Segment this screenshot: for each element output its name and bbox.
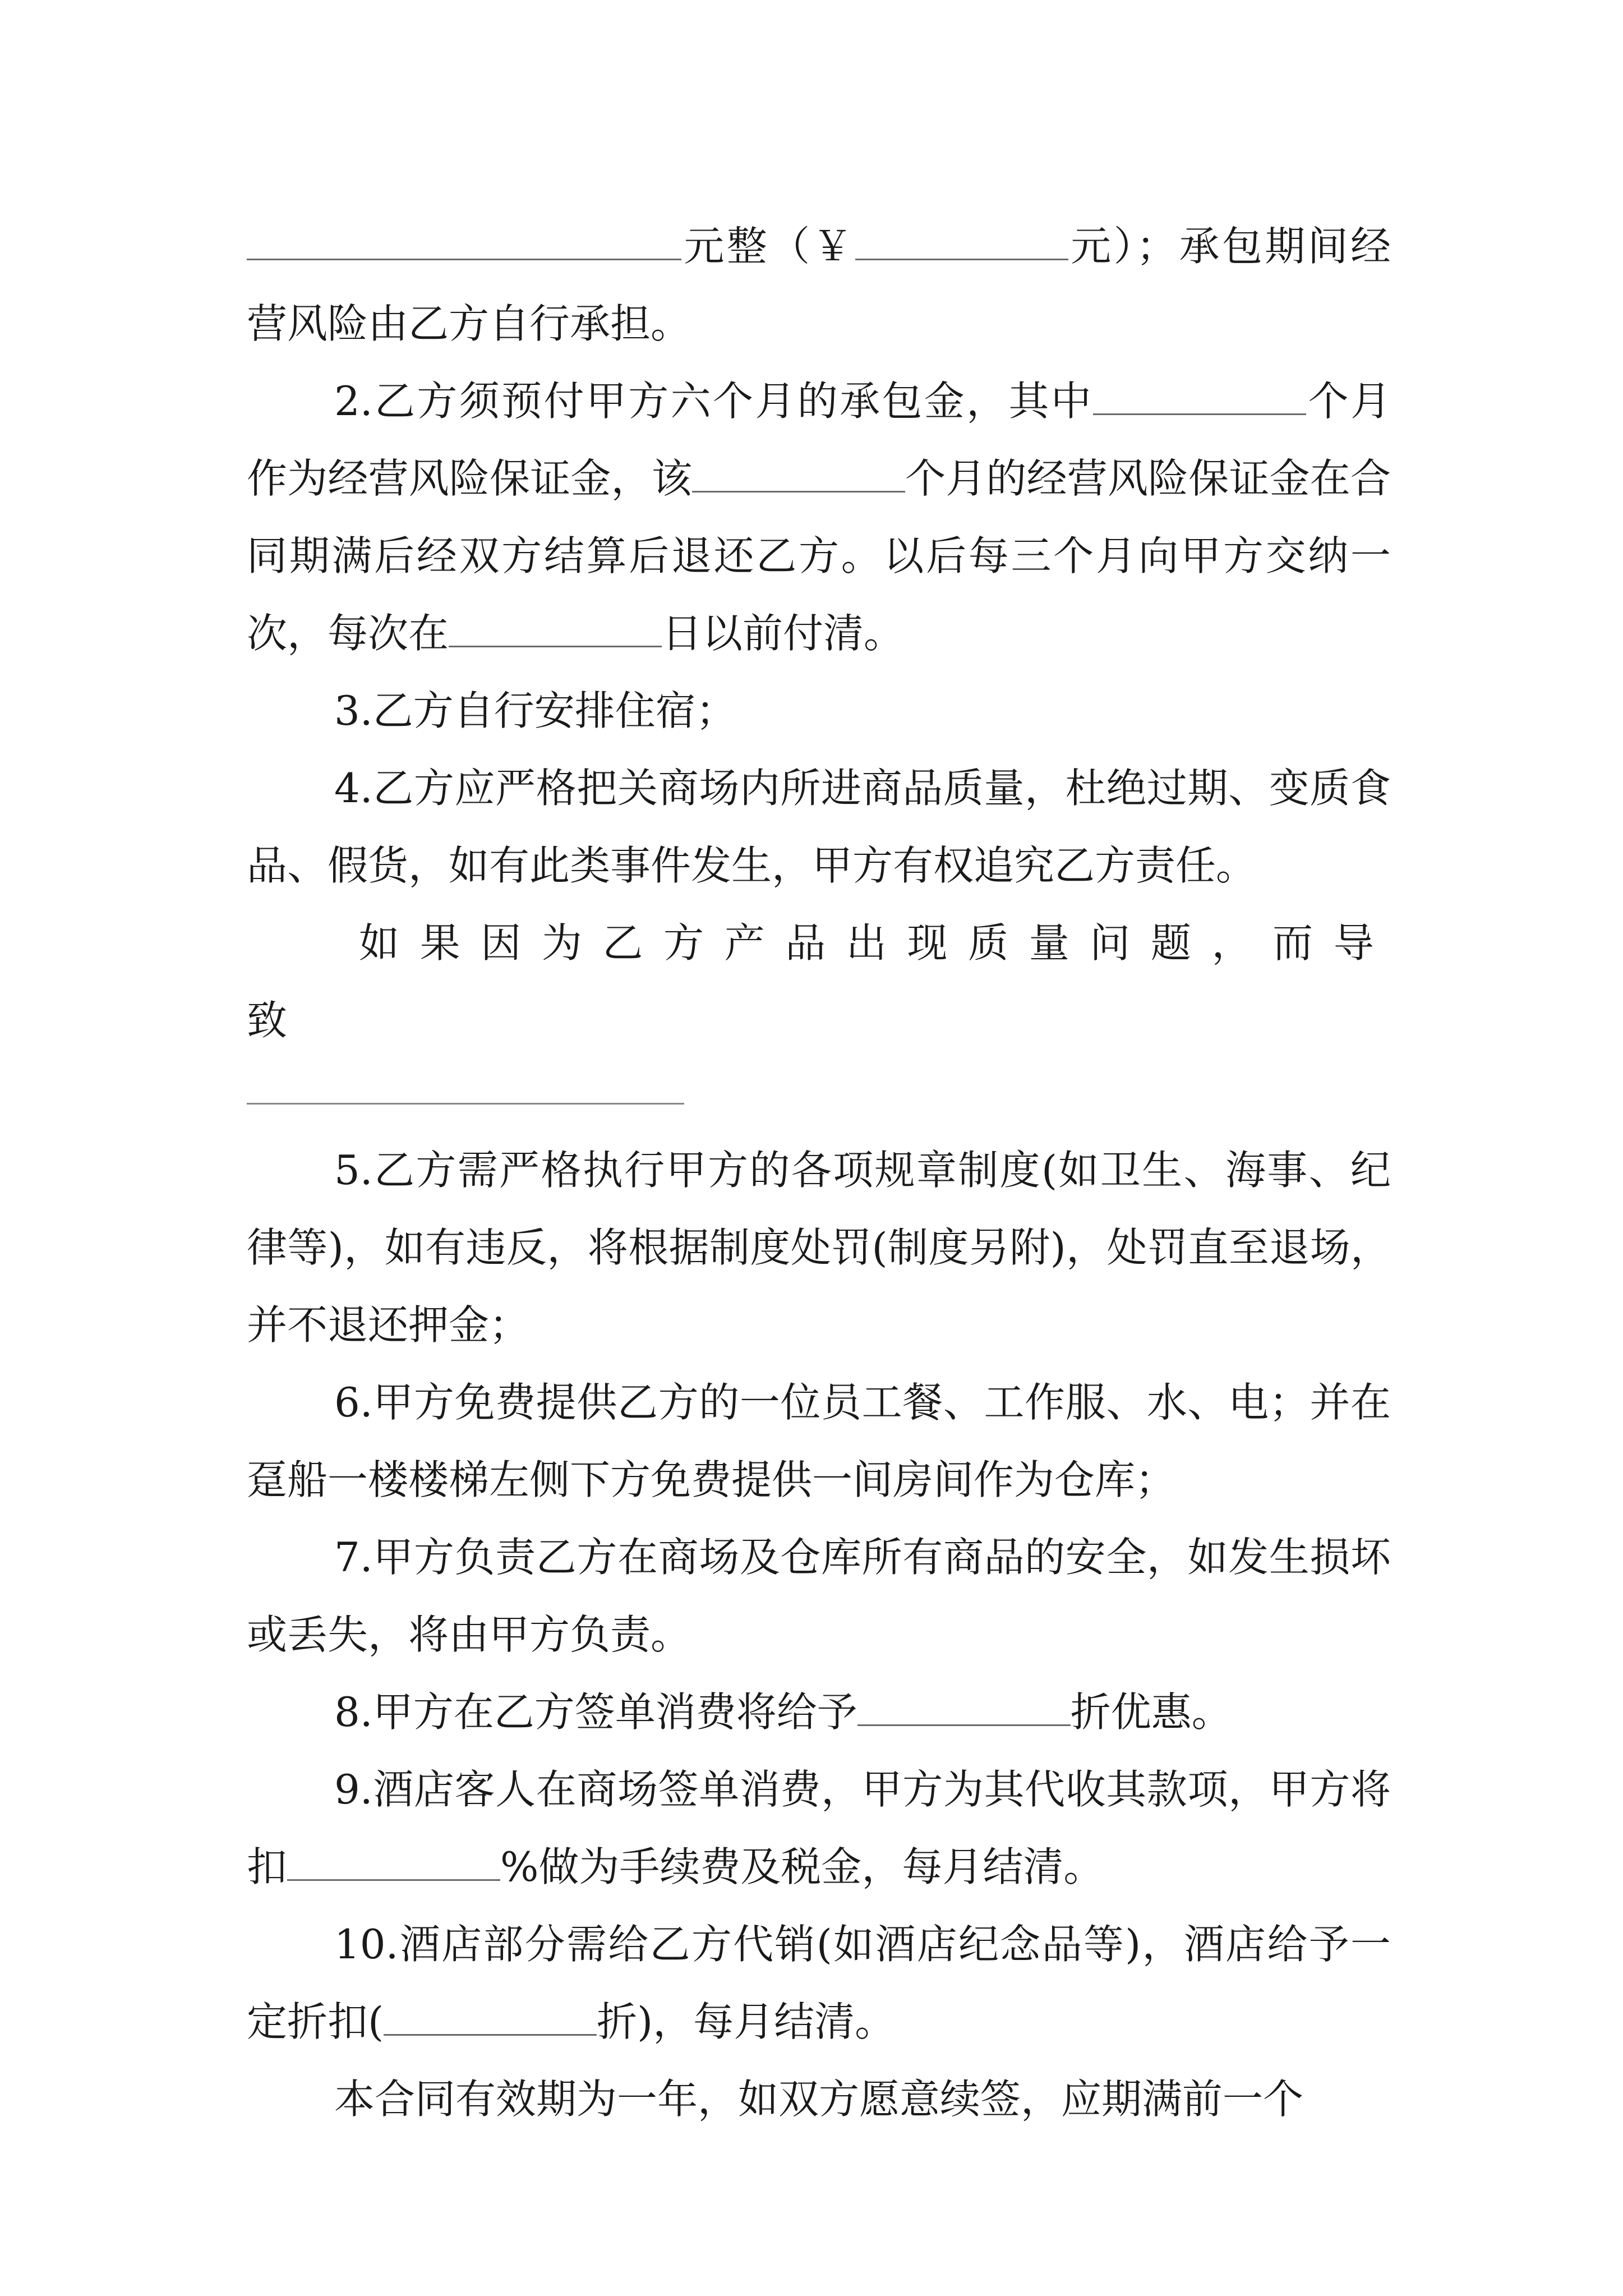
- fill-blank[interactable]: [692, 443, 905, 493]
- fill-blank[interactable]: [247, 210, 681, 260]
- fill-blank[interactable]: [287, 1831, 500, 1881]
- fill-blank[interactable]: [449, 597, 662, 647]
- clause-5: 5.乙方需严格执行甲方的各项规章制度(如卫生、海事、纪律等)，如有违反，将根据制度处罚(制度另附)，处罚直至退场，并不退还押金；: [247, 1147, 1391, 1349]
- paragraph-continuation: 元整（￥ 元）；承包期间经营风险由乙方自行承担。: [247, 208, 1391, 362]
- term-paragraph: 本合同有效期为一年，如双方愿意续签，应期满前一个: [334, 2076, 1304, 2123]
- clause-4: 4.乙方应严格把关商场内所进商品质量，杜绝过期、变质食品、假货，如有此类事件发生，甲方有权追究乙方责任。: [247, 765, 1391, 889]
- clause-6: 6.甲方免费提供乙方的一位员工餐、工作服、水、电；并在趸船一楼楼梯左侧下方免费提供一间房间作为仓库；: [247, 1379, 1391, 1503]
- clause-8: 8.甲方在乙方签单消费将给予 折优惠。: [247, 1673, 1391, 1751]
- clause-3: 3.乙方自行安排住宿；: [334, 687, 736, 734]
- clause-2: 2.乙方须预付甲方六个月的承包金，其中 个月作为经营风险保证金，该 个月的经营风险保证金在合同期满后经双方结算后退还乙方。以后每三个月向甲方交纳一次，每次在 日以前付清。: [247, 362, 1391, 672]
- clause-10: 10.酒店部分需给乙方代销(如酒店纪念品等)，酒店给予一定折扣( 折)，每月结清。: [247, 1921, 1391, 2045]
- clause-4-followup: 如果因为乙方产品出现质量问题，而导致: [247, 919, 1391, 1044]
- clause-9: 9.酒店客人在商场签单消费，甲方为其代收其款项，甲方将扣 %做为手续费及税金，每月结清。: [247, 1766, 1391, 1890]
- fill-blank[interactable]: [857, 1676, 1071, 1726]
- document-page: [247, 208, 1391, 2138]
- spacer: [247, 1059, 1391, 1082]
- fill-blank[interactable]: [384, 1986, 597, 2036]
- clause-7: 7.甲方负责乙方在商场及仓库所有商品的安全，如发生损坏或丢失，将由甲方负责。: [247, 1534, 1391, 1658]
- fill-blank[interactable]: [1093, 365, 1306, 415]
- separator-line: [247, 1103, 684, 1105]
- fill-blank[interactable]: [855, 210, 1068, 260]
